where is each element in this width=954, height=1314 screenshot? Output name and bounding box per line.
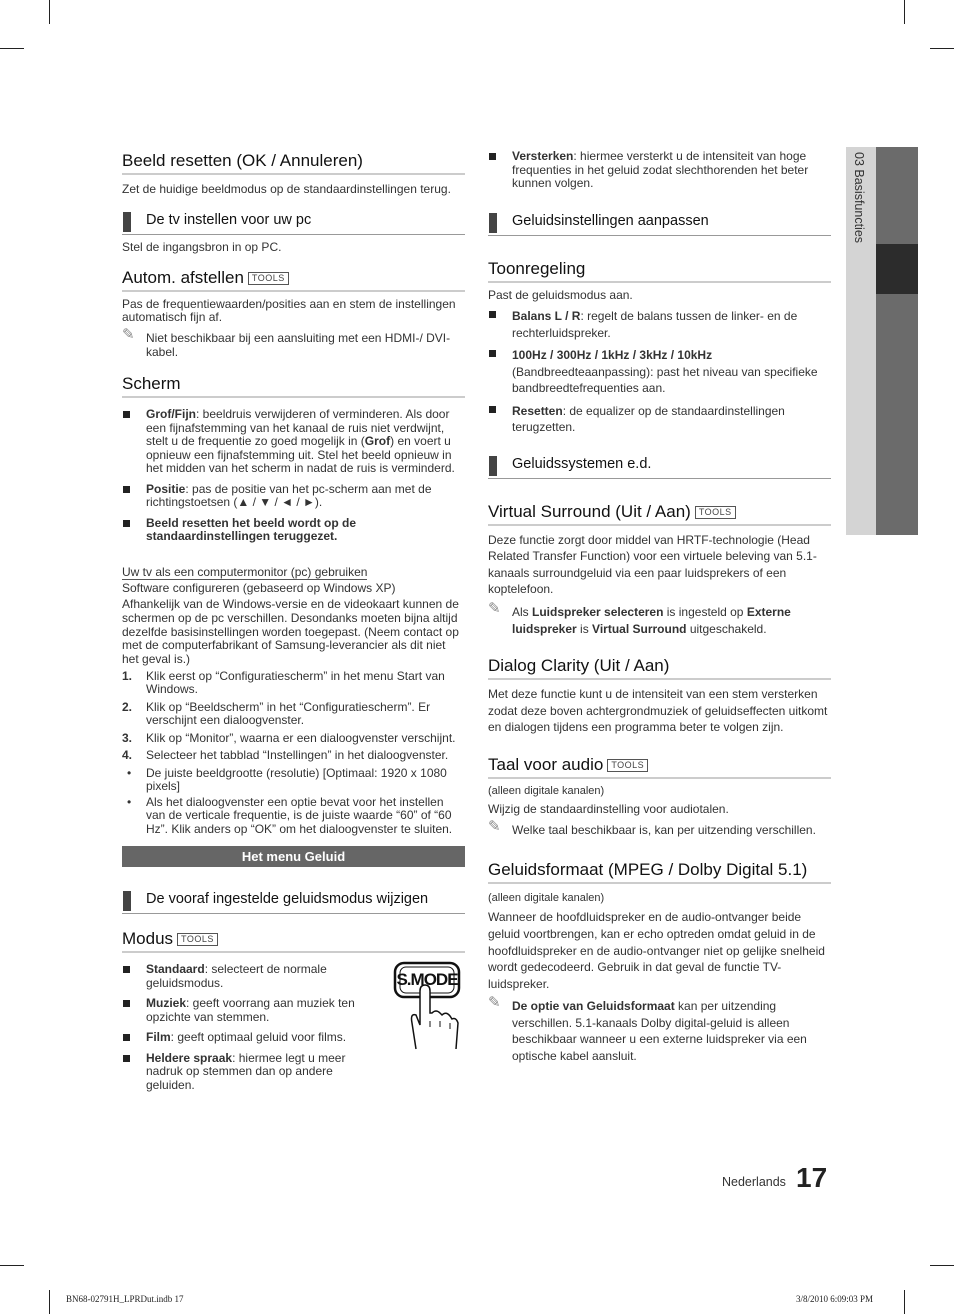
paragraph: Afhankelijk van de Windows-versie en de videokaart kunnen de schermen op de pc verschillen. Desondanks moeten bijna altijd dezelfde basisinstellingen worden toegepast. (Neem contact op met de computerfabrikant of Samsung-leverancier als dit niet het geval is.) [122, 597, 459, 667]
step-item: 1. Klik eerst op “Configuratiescherm” in het menu Start van Windows. [122, 668, 445, 697]
crop-mark [49, 1290, 50, 1314]
section-title: Modus TOOLS [122, 928, 465, 953]
bullet-item: Beeld resetten het beeld wordt op de standaardinstellingen teruggezet. [122, 517, 465, 544]
bullet-item: 100Hz / 300Hz / 1kHz / 3kHz / 10kHz (Bandbreedteaanpassing): past het niveau van specifieke bandbreedtefrequenties aan. [488, 347, 831, 397]
section-title: Toonregeling [488, 258, 831, 283]
section-title: Taal voor audio TOOLS [488, 754, 831, 779]
left-column [122, 150, 465, 1099]
section-title: Beeld resetten (OK / Annuleren) [122, 150, 465, 175]
bullet-item: Balans L / R: regelt de balans tussen de linker- en de rechterluidspreker. [488, 308, 831, 341]
bullet-item: Positie: pas de positie van het pc-scherm aan met de richtingstoetsen (▲ / ▼ / ◄ / ►). [122, 483, 465, 510]
menu-bar-title: Het menu Geluid [122, 846, 465, 867]
crop-mark [930, 48, 954, 49]
section-title: Geluidsformaat (MPEG / Dolby Digital 5.1) [488, 859, 831, 884]
dot-item: • De juiste beeldgrootte (resolutie) [Optimaal: 1920 x 1080 pixels] [127, 765, 447, 794]
note: ✎ De optie van Geluidsformaat kan per uitzending verschillen. 5.1-kanaals Dolby digital-geluid is alleen beschikbaar wanneer u een externe luidspreker via een optische kabel aansluit. [488, 994, 807, 1063]
bullet-square-icon [123, 1000, 130, 1007]
crop-mark [904, 0, 905, 24]
subsection-title: De tv instellen voor uw pc [122, 210, 465, 235]
bullet-item: Grof/Fijn: beeldruis verwijderen of verminderen. Als door een fijnafstemming van het kanaal de ruis niet verdwijnt, stelt u de frequentie zo goed mogelijk in (Grof) en voert u opnieuw een fijnafstemming uit. Stel het beeld opnieuw in het midden van het scherm in nadat de ruis is verminderd. [122, 408, 465, 476]
bullet-square-icon [123, 1034, 130, 1041]
subsection-title: De vooraf ingestelde geluidsmodus wijzigen [122, 889, 465, 914]
bullet-item: Versterken: hiermee versterkt u de intensiteit van hoge frequenties in het geluid zodat slechthorenden het beter kunnen volgen. [488, 150, 831, 191]
paragraph: (alleen digitale kanalen) [488, 891, 605, 904]
step-item: 2. Klik op “Beeldscherm” in het “Configuratiescherm”. Er verschijnt een dialoogvenster. [122, 699, 431, 728]
date-slug: 3/8/2010 6:09:03 PM [796, 1294, 874, 1304]
chapter-tab-dark [876, 147, 918, 535]
note: ✎ Niet beschikbaar bij een aansluiting met een HDMI-/ DVI-kabel. [122, 326, 451, 360]
bullet-item: Film: geeft optimaal geluid voor films. [122, 1031, 372, 1045]
tools-icon: TOOLS [695, 506, 736, 519]
page-number: 17 [796, 1162, 828, 1193]
bullet-square-icon [123, 966, 130, 973]
tools-icon: TOOLS [248, 272, 289, 285]
paragraph: Wijzig de standaardinstelling voor audiotalen. [488, 801, 729, 816]
paragraph: Past de geluidsmodus aan. [488, 287, 633, 302]
tools-icon: TOOLS [177, 933, 218, 946]
crop-mark [0, 1265, 24, 1266]
bullet-item: Heldere spraak: hiermee legt u meer nadruk op stemmen dan op andere geluiden. [122, 1052, 372, 1093]
note-pencil-icon: ✎ [122, 326, 135, 344]
section-title: Virtual Surround (Uit / Aan) TOOLS [488, 501, 831, 526]
paragraph: Wanneer de hoofdluidspreker en de audio-ontvanger beide geluid voortbrengen, kan er echo optreden omdat geluid in de hoofdluidspreker en de audio-ontvanger niet op gelijke snelheid wordt gedecodeerd. Gebruik in dat geval de functie TV-luidspreker. [488, 910, 825, 991]
section-title: Scherm [122, 373, 465, 398]
smode-button-illustration [392, 961, 462, 1051]
pc-heading: Uw tv als een computermonitor (pc) gebruiken [122, 564, 368, 579]
smode-label: S.MODE [396, 970, 458, 990]
modus-list [122, 963, 465, 1092]
dot-item: • Als het dialoogvenster een optie bevat voor het instellen van de verticale frequentie, is de juiste waarde “60” of “60 Hz”. Klik anders op “OK” om het dialoogvenster te sluiten. [127, 794, 453, 836]
paragraph: Pas de frequentiewaarden/posities aan en stem de instellingen automatisch fijn af. [122, 296, 456, 325]
paragraph: Software configureren (gebaseerd op Windows XP) [122, 580, 396, 595]
bullet-item: Standaard: selecteert de normale geluidsmodus. [122, 963, 372, 990]
crop-mark [0, 48, 24, 49]
step-item: 4. Selecteer het tabblad “Instellingen” in het dialoogvenster. [122, 748, 449, 763]
subsection-title: Geluidsinstellingen aanpassen [488, 211, 831, 236]
bullet-square-icon [489, 153, 496, 160]
paragraph: Stel de ingangsbron in op PC. [122, 240, 282, 254]
section-title: Autom. afstellen TOOLS [122, 267, 465, 292]
file-slug: BN68-02791H_LPRDut.indb 17 [66, 1294, 184, 1304]
footer-language: Nederlands [722, 1175, 786, 1189]
note-pencil-icon: ✎ [488, 818, 501, 836]
tools-icon: TOOLS [607, 759, 648, 772]
paragraph: Deze functie zorgt door middel van HRTF-technologie (Head Related Transfer Function) voor een virtuele beleving van 5.1-kanaals surroundgeluid via een paar luidsprekers of een koptelefoon. [488, 532, 817, 597]
paragraph: Zet de huidige beeldmodus op de standaardinstellingen terug. [122, 182, 451, 196]
paragraph: Met deze functie kunt u de intensiteit van een stem versterken zodat deze boven achtergrondmuziek of geluidseffecten uitkomt en dialogen tijdens een programma beter te volgen zijn. [488, 687, 828, 735]
bullet-item: Muziek: geeft voorrang aan muziek ten opzichte van stemmen. [122, 997, 372, 1024]
paragraph: (alleen digitale kanalen) [488, 784, 605, 797]
bullet-square-icon [123, 486, 130, 493]
bullet-square-icon [489, 406, 496, 413]
section-title: Dialog Clarity (Uit / Aan) [488, 655, 831, 680]
note-pencil-icon: ✎ [488, 600, 501, 618]
bullet-square-icon [123, 1055, 130, 1062]
chapter-label: 03 Basisfuncties [852, 152, 866, 244]
note: ✎ Welke taal beschikbaar is, kan per uitzending verschillen. [488, 818, 816, 838]
step-item: 3. Klik op “Monitor”, waarna er een dialoogvenster verschijnt. [122, 730, 456, 745]
bullet-square-icon [123, 411, 130, 418]
note: ✎ Als Luidspreker selecteren is ingesteld op Externe luidspreker is Virtual Surround uitgeschakeld. [488, 600, 791, 636]
crop-mark [930, 1265, 954, 1266]
note-pencil-icon: ✎ [488, 994, 501, 1012]
crop-mark [49, 0, 50, 24]
crop-mark [904, 1290, 905, 1314]
bullet-square-icon [489, 311, 496, 318]
right-column [488, 150, 831, 1070]
subsection-title: Geluidssystemen e.d. [488, 454, 831, 479]
bullet-square-icon [123, 520, 130, 527]
chapter-tab-marker [876, 244, 918, 294]
bullet-square-icon [489, 350, 496, 357]
bullet-item: Resetten: de equalizer op de standaardinstellingen terugzetten. [488, 403, 831, 436]
